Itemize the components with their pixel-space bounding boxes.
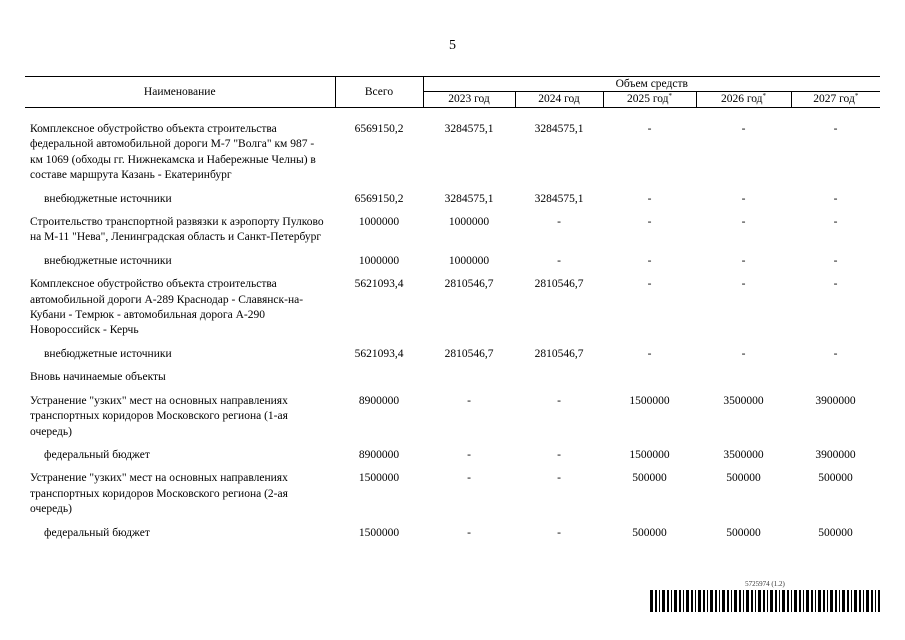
- total-cell: 1000000: [358, 254, 400, 267]
- year-cell: -: [741, 192, 746, 205]
- object-name: Вновь начинаемые объекты: [30, 371, 166, 384]
- year-cell: -: [741, 278, 746, 291]
- table-row: [25, 215, 880, 254]
- funding-source-label: федеральный бюджет: [44, 526, 150, 539]
- header-year: 2025 год*: [603, 92, 696, 108]
- table-row: [25, 370, 880, 393]
- year-cell: -: [647, 278, 652, 291]
- year-cell: -: [557, 254, 561, 267]
- year-cell: 1000000: [448, 216, 490, 229]
- year-cell: -: [741, 347, 746, 360]
- page-number: 5: [449, 38, 456, 53]
- total-cell: 1500000: [358, 526, 400, 539]
- funding-table: [25, 76, 880, 549]
- funding-source-label: внебюджетные источники: [44, 254, 172, 267]
- total-cell: 1500000: [358, 472, 400, 485]
- year-cell: 3284575,1: [534, 192, 584, 205]
- header-total: Всего: [335, 77, 423, 108]
- year-cell: 1500000: [629, 394, 670, 407]
- object-name: Комплексное обустройство объекта строительства автомобильной дороги А-289 Краснодар - Славянск-на-Кубани - Темрюк - автомобильная дорога А-290 Новороссийск - Керчь: [30, 278, 304, 337]
- year-cell: 3284575,1: [444, 192, 494, 205]
- year-cell: -: [467, 526, 471, 539]
- year-cell: [696, 370, 791, 393]
- total-cell: [335, 370, 423, 393]
- table-row: [25, 254, 880, 277]
- year-cell: -: [833, 216, 838, 229]
- header-year: 2024 год: [515, 92, 603, 108]
- header-year: 2023 год: [423, 92, 515, 108]
- year-cell: 2810546,7: [444, 347, 494, 360]
- object-name: Устранение "узких" мест на основных направлениях транспортных коридоров Московского региона (1-ая очередь): [30, 394, 288, 438]
- year-cell: -: [557, 394, 561, 407]
- year-cell: -: [557, 526, 561, 539]
- table-row: [25, 394, 880, 448]
- year-cell: 1500000: [629, 448, 670, 461]
- year-cell: -: [467, 394, 471, 407]
- table-row: [25, 347, 880, 370]
- year-cell: -: [467, 472, 471, 485]
- year-cell: 3284575,1: [534, 123, 584, 135]
- year-cell: [423, 370, 515, 393]
- table-row: [25, 526, 880, 549]
- object-name: Устранение "узких" мест на основных направлениях транспортных коридоров Московского региона (2-ая очередь): [30, 472, 288, 516]
- year-cell: 500000: [632, 526, 667, 539]
- year-cell: -: [557, 216, 561, 229]
- header-name: Наименование: [25, 77, 335, 108]
- barcode-label: 5725974 (1.2): [745, 580, 785, 588]
- year-cell: 3900000: [815, 394, 856, 407]
- funding-source-label: внебюджетные источники: [44, 347, 172, 360]
- year-cell: -: [833, 347, 838, 360]
- funding-source-label: федеральный бюджет: [44, 448, 150, 461]
- year-cell: -: [647, 347, 652, 360]
- year-cell: 2810546,7: [534, 278, 584, 291]
- year-cell: 3500000: [723, 448, 764, 461]
- header-funds: Объем средств: [423, 77, 880, 92]
- total-cell: 8900000: [358, 394, 400, 407]
- funding-source-label: внебюджетные источники: [44, 192, 172, 205]
- year-cell: 1000000: [448, 254, 490, 267]
- year-cell: -: [741, 123, 746, 135]
- year-cell: -: [833, 278, 838, 291]
- year-cell: 500000: [632, 472, 667, 485]
- table-row: [25, 122, 880, 192]
- header-year: 2027 год*: [791, 92, 880, 108]
- year-cell: -: [647, 254, 652, 267]
- year-cell: 2810546,7: [444, 278, 494, 291]
- table-row: [25, 448, 880, 471]
- year-cell: -: [647, 123, 652, 135]
- year-cell: -: [833, 254, 838, 267]
- year-cell: 2810546,7: [534, 347, 584, 360]
- year-cell: -: [467, 448, 471, 461]
- year-cell: 500000: [818, 526, 853, 539]
- year-cell: -: [647, 192, 652, 205]
- year-cell: [791, 370, 880, 393]
- table-row: [25, 277, 880, 347]
- year-cell: -: [833, 123, 838, 135]
- total-cell: 6569150,2: [354, 123, 404, 135]
- object-name: Комплексное обустройство объекта строительства федеральной автомобильной дороги М-7 "Волга" км 987 - км 1069 (обходы гг. Нижнекамска и Набережные Челны) в составе маршрута Казань - Екатеринбург: [30, 123, 316, 182]
- year-cell: 3900000: [815, 448, 856, 461]
- barcode-icon: [650, 590, 880, 612]
- year-cell: 3284575,1: [444, 123, 494, 135]
- year-cell: -: [647, 216, 652, 229]
- table-row: [25, 471, 880, 525]
- year-cell: [603, 370, 696, 393]
- total-cell: 8900000: [358, 448, 400, 461]
- total-cell: 1000000: [358, 216, 400, 229]
- year-cell: 3500000: [723, 394, 764, 407]
- table-row: [25, 192, 880, 215]
- total-cell: 5621093,4: [354, 278, 404, 291]
- total-cell: 5621093,4: [354, 347, 404, 360]
- year-cell: -: [833, 192, 838, 205]
- year-cell: -: [741, 216, 746, 229]
- year-cell: -: [557, 448, 561, 461]
- object-name: Строительство транспортной развязки к аэропорту Пулково на М-11 "Нева", Ленинградская область и Санкт-Петербург: [30, 216, 324, 244]
- header-year: 2026 год*: [696, 92, 791, 108]
- year-cell: 500000: [726, 472, 761, 485]
- year-cell: -: [741, 254, 746, 267]
- year-cell: [515, 370, 603, 393]
- year-cell: 500000: [818, 472, 853, 485]
- year-cell: 500000: [726, 526, 761, 539]
- year-cell: -: [557, 472, 561, 485]
- total-cell: 6569150,2: [354, 192, 404, 205]
